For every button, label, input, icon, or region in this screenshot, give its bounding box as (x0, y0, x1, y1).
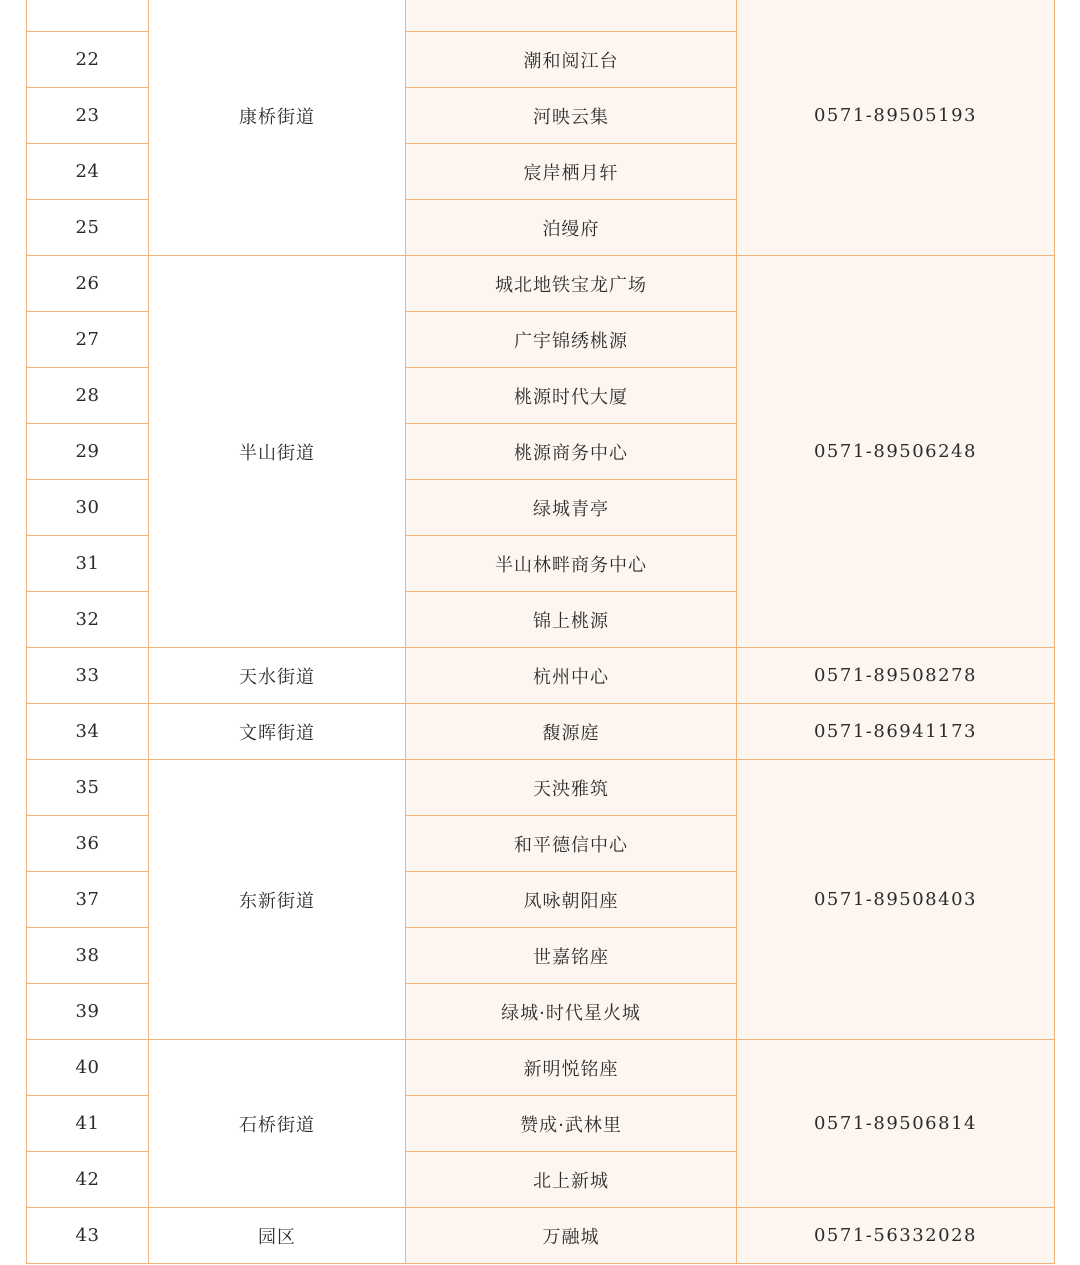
row-number: 35 (27, 760, 149, 816)
community-name-cell: 凤咏朝阳座 (406, 872, 737, 928)
row-number: 30 (27, 480, 149, 536)
community-name-cell: 半山林畔商务中心 (406, 536, 737, 592)
row-number: 41 (27, 1096, 149, 1152)
street-cell: 康桥街道 (149, 0, 406, 256)
row-number: 38 (27, 928, 149, 984)
phone-cell: 0571-56332028 (737, 1208, 1055, 1264)
community-name-cell: 广宇锦绣桃源 (406, 312, 737, 368)
street-cell: 园区 (149, 1208, 406, 1264)
community-name-cell: 新明悦铭座 (406, 1040, 737, 1096)
phone-cell: 0571-89506814 (737, 1040, 1055, 1208)
row-number: 40 (27, 1040, 149, 1096)
phone-cell: 0571-89506248 (737, 256, 1055, 648)
row-number: 34 (27, 704, 149, 760)
phone-cell: 0571-89505193 (737, 0, 1055, 256)
row-number (27, 0, 149, 32)
table-row (27, 648, 1055, 704)
street-cell: 半山街道 (149, 256, 406, 648)
table-row (27, 1208, 1055, 1264)
row-number: 23 (27, 88, 149, 144)
community-name-cell: 绿城·时代星火城 (406, 984, 737, 1040)
community-name-cell (406, 0, 737, 32)
table-row (27, 0, 1055, 32)
row-number: 32 (27, 592, 149, 648)
community-table-container (26, 0, 1054, 1264)
row-number: 26 (27, 256, 149, 312)
row-number: 33 (27, 648, 149, 704)
street-cell: 文晖街道 (149, 704, 406, 760)
community-name-cell: 泊缦府 (406, 200, 737, 256)
community-name-cell: 城北地铁宝龙广场 (406, 256, 737, 312)
table-body (27, 0, 1055, 1264)
row-number: 39 (27, 984, 149, 1040)
community-name-cell: 馥源庭 (406, 704, 737, 760)
row-number: 22 (27, 32, 149, 88)
street-cell: 东新街道 (149, 760, 406, 1040)
community-name-cell: 锦上桃源 (406, 592, 737, 648)
community-name-cell: 绿城青亭 (406, 480, 737, 536)
row-number: 42 (27, 1152, 149, 1208)
row-number: 31 (27, 536, 149, 592)
table-row (27, 760, 1055, 816)
row-number: 28 (27, 368, 149, 424)
community-name-cell: 和平德信中心 (406, 816, 737, 872)
community-name-cell: 世嘉铭座 (406, 928, 737, 984)
community-name-cell: 杭州中心 (406, 648, 737, 704)
community-name-cell: 万融城 (406, 1208, 737, 1264)
community-name-cell: 赞成·武林里 (406, 1096, 737, 1152)
street-cell: 天水街道 (149, 648, 406, 704)
phone-cell: 0571-89508278 (737, 648, 1055, 704)
community-name-cell: 宸岸栖月轩 (406, 144, 737, 200)
row-number: 43 (27, 1208, 149, 1264)
row-number: 24 (27, 144, 149, 200)
row-number: 25 (27, 200, 149, 256)
community-name-cell: 桃源商务中心 (406, 424, 737, 480)
phone-cell: 0571-86941173 (737, 704, 1055, 760)
row-number: 29 (27, 424, 149, 480)
row-number: 37 (27, 872, 149, 928)
community-name-cell: 天泱雅筑 (406, 760, 737, 816)
phone-cell: 0571-89508403 (737, 760, 1055, 1040)
community-name-cell: 桃源时代大厦 (406, 368, 737, 424)
row-number: 36 (27, 816, 149, 872)
table-row (27, 256, 1055, 312)
community-name-cell: 潮和阅江台 (406, 32, 737, 88)
street-cell: 石桥街道 (149, 1040, 406, 1208)
community-name-cell: 河映云集 (406, 88, 737, 144)
table-row (27, 1040, 1055, 1096)
table-row (27, 704, 1055, 760)
row-number: 27 (27, 312, 149, 368)
community-table (26, 0, 1055, 1264)
community-name-cell: 北上新城 (406, 1152, 737, 1208)
